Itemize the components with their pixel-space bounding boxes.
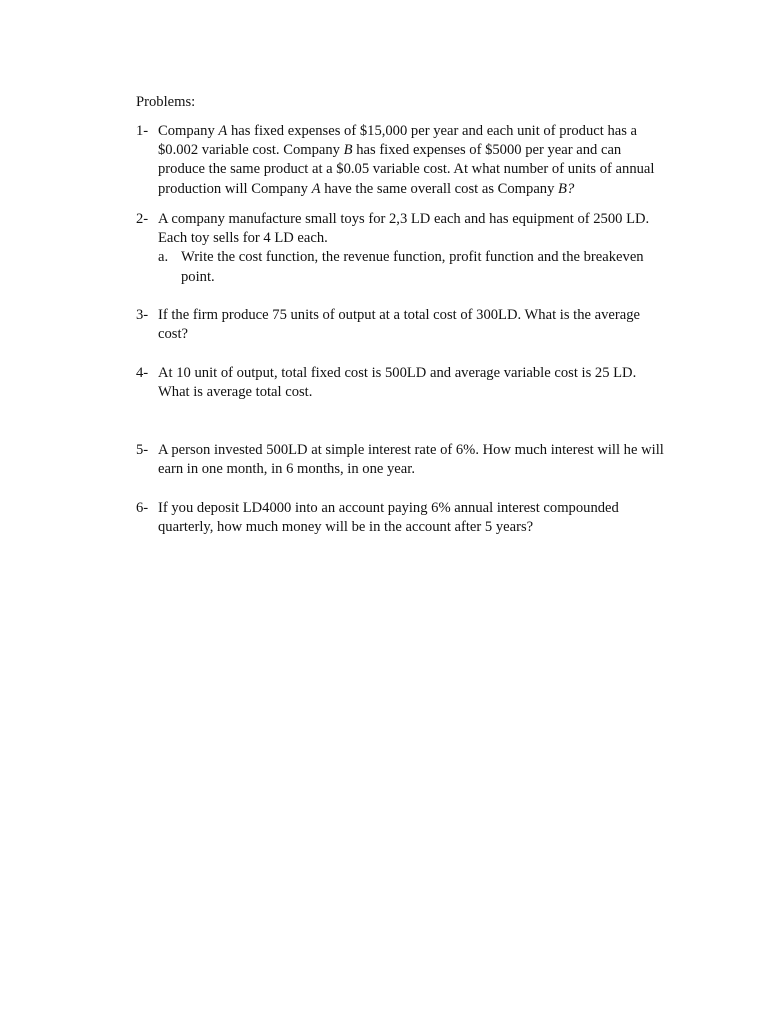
problem-number: 1- bbox=[136, 123, 149, 139]
problem-text: If you deposit LD4000 into an account paying 6% annual interest compounded quarterly, how much money will be in the account after 5 years? bbox=[158, 500, 619, 536]
problem-number: 6- bbox=[136, 500, 149, 516]
problem-6 bbox=[136, 499, 666, 537]
sub-question-letter: a. bbox=[158, 249, 169, 266]
problem-5 bbox=[136, 441, 666, 479]
problem-number: 5- bbox=[136, 442, 149, 458]
problem-1 bbox=[136, 122, 666, 199]
problem-text: A company manufacture small toys for 2,3 LD each and has equipment of 2500 LD. Each toy sells for 4 LD each. bbox=[158, 211, 650, 247]
problems-heading: Problems: bbox=[136, 94, 196, 110]
problem-3 bbox=[136, 306, 666, 344]
problem-number: 4- bbox=[136, 365, 149, 381]
problem-text: A person invested 500LD at simple interest rate of 6%. How much interest will he will earn in one month, in 6 months, in one year. bbox=[158, 442, 664, 478]
sub-question-a bbox=[158, 248, 666, 286]
sub-question-text: Write the cost function, the revenue function, profit function and the breakeven point. bbox=[181, 249, 644, 285]
problem-number: 3- bbox=[136, 307, 149, 323]
problem-4 bbox=[136, 364, 666, 402]
problem-text: If the firm produce 75 units of output at a total cost of 300LD. What is the average cost? bbox=[158, 307, 640, 343]
problem-text: At 10 unit of output, total fixed cost is 500LD and average variable cost is 25 LD. What is average total cost. bbox=[158, 365, 637, 401]
problem-text: Company A has fixed expenses of $15,000 per year and each unit of product has a $0.002 variable cost. Company B has fixed expenses of $5000 per year and can produce the same product at a $0.05 variable cost. At what number of units of annual production will Company A have the same overall cost as Company B? bbox=[158, 123, 655, 197]
problem-number: 2- bbox=[136, 211, 149, 227]
problem-2 bbox=[136, 210, 666, 287]
